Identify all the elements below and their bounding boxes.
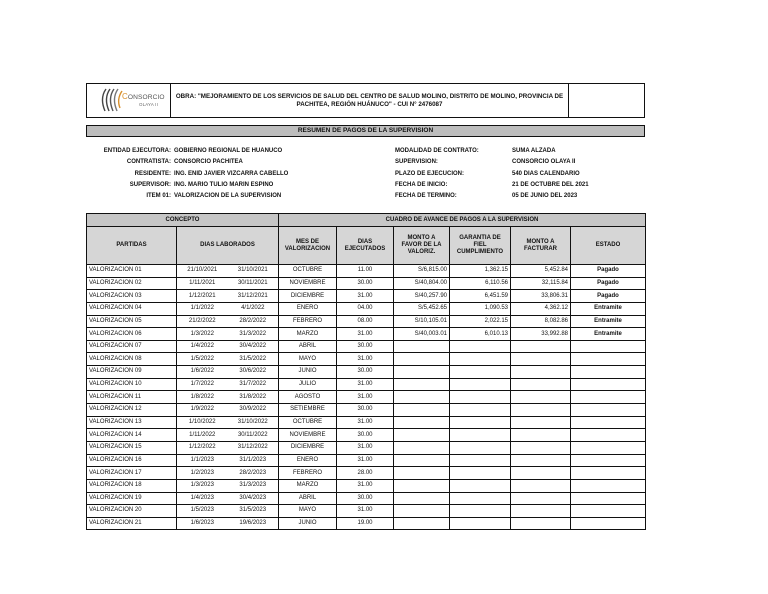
- col-dias-ejecutados: DIAS EJECUTADOS: [337, 227, 394, 265]
- end-date-cell: 30/11/2022: [228, 429, 279, 442]
- col-dias-laborados: DIAS LABORADOS: [177, 227, 279, 265]
- status-cell: [571, 454, 646, 467]
- end-date-cell: 31/5/2022: [228, 353, 279, 366]
- end-date-cell: 31/12/2021: [228, 290, 279, 303]
- payments-table: [86, 213, 646, 530]
- amount-cell: [394, 492, 450, 505]
- end-date-cell: 30/4/2022: [228, 340, 279, 353]
- invoice-cell: 33,806.31: [511, 290, 571, 303]
- invoice-cell: 4,362.12: [511, 302, 571, 315]
- info-row: [60, 180, 288, 191]
- info-label: ITEM 01:: [146, 193, 171, 200]
- end-date-cell: 31/3/2022: [228, 328, 279, 341]
- status-cell: [571, 517, 646, 530]
- end-date-cell: 31/3/2023: [228, 479, 279, 492]
- status-cell: Entramite: [571, 302, 646, 315]
- status-cell: Entramite: [571, 328, 646, 341]
- days-cell: 31.00: [337, 454, 394, 467]
- payment-row: [87, 404, 646, 417]
- end-date-cell: 30/11/2021: [228, 277, 279, 290]
- days-cell: 31.00: [337, 378, 394, 391]
- info-row: [60, 157, 288, 168]
- end-date-cell: 31/1/2023: [228, 454, 279, 467]
- invoice-cell: [511, 340, 571, 353]
- payment-row: [87, 366, 646, 379]
- days-cell: 31.00: [337, 391, 394, 404]
- partida-cell: VALORIZACION 08: [87, 353, 177, 366]
- info-row: [395, 169, 589, 180]
- partida-cell: VALORIZACION 20: [87, 505, 177, 518]
- amount-cell: [394, 378, 450, 391]
- status-cell: Pagado: [571, 265, 646, 278]
- end-date-cell: 31/12/2022: [228, 441, 279, 454]
- info-value: SUMA ALZADA: [512, 148, 556, 154]
- group-header-row: [87, 214, 646, 227]
- invoice-cell: [511, 391, 571, 404]
- start-date-cell: 1/1/2023: [177, 454, 228, 467]
- invoice-cell: [511, 404, 571, 417]
- payment-row: [87, 505, 646, 518]
- start-date-cell: 1/4/2022: [177, 340, 228, 353]
- partida-cell: VALORIZACION 04: [87, 302, 177, 315]
- status-cell: [571, 340, 646, 353]
- partida-cell: VALORIZACION 11: [87, 391, 177, 404]
- partida-cell: VALORIZACION 01: [87, 265, 177, 278]
- info-value: ING. MARIO TULIO MARIN ESPINO: [174, 181, 274, 188]
- month-cell: ENERO: [279, 454, 337, 467]
- info-row: [395, 157, 589, 168]
- info-value: 05 DE JUNIO DEL 2023: [512, 193, 578, 200]
- logo-cell: [87, 84, 171, 117]
- start-date-cell: 1/8/2022: [177, 391, 228, 404]
- payment-row: [87, 277, 646, 290]
- col-estado: ESTADO: [571, 227, 646, 265]
- amount-cell: [394, 353, 450, 366]
- start-date-cell: 1/5/2022: [177, 353, 228, 366]
- obra-title-line-2: PACHITEA, REGIÓN HUÁNUCO" - CUI N° 2476087: [296, 100, 443, 108]
- guarantee-cell: 6,010.13: [450, 328, 511, 341]
- status-cell: [571, 441, 646, 454]
- payment-row: [87, 517, 646, 530]
- end-date-cell: 31/10/2021: [228, 265, 279, 278]
- info-row: [60, 146, 288, 157]
- month-cell: NOVIEMBRE: [279, 429, 337, 442]
- month-cell: JUNIO: [279, 366, 337, 379]
- start-date-cell: 1/3/2022: [177, 328, 228, 341]
- start-date-cell: 1/4/2023: [177, 492, 228, 505]
- end-date-cell: 30/6/2022: [228, 366, 279, 379]
- info-row: [60, 169, 288, 180]
- month-cell: DICIEMBRE: [279, 441, 337, 454]
- amount-cell: S/10,105.01: [394, 315, 450, 328]
- month-cell: ABRIL: [279, 340, 337, 353]
- amount-cell: S/40,003.01: [394, 328, 450, 341]
- partida-cell: VALORIZACION 06: [87, 328, 177, 341]
- partida-cell: VALORIZACION 16: [87, 454, 177, 467]
- days-cell: 31.00: [337, 441, 394, 454]
- month-cell: MARZO: [279, 479, 337, 492]
- guarantee-cell: [450, 416, 511, 429]
- status-cell: [571, 378, 646, 391]
- col-monto-favor: MONTO A FAVOR DE LA VALORIZ.: [394, 227, 450, 265]
- status-cell: [571, 404, 646, 417]
- amount-cell: [394, 467, 450, 480]
- guarantee-cell: 6,451.59: [450, 290, 511, 303]
- days-cell: 31.00: [337, 479, 394, 492]
- amount-cell: [394, 441, 450, 454]
- info-value: VALORIZACION DE LA SUPERVISION: [174, 193, 282, 200]
- end-date-cell: 28/2/2023: [228, 467, 279, 480]
- amount-cell: [394, 454, 450, 467]
- payment-row: [87, 315, 646, 328]
- invoice-cell: [511, 366, 571, 379]
- end-date-cell: 4/1/2022: [228, 302, 279, 315]
- days-cell: 19.00: [337, 517, 394, 530]
- info-label: FECHA DE TERMINO:: [395, 193, 457, 200]
- status-cell: [571, 479, 646, 492]
- end-date-cell: 30/9/2022: [228, 404, 279, 417]
- status-cell: Pagado: [571, 277, 646, 290]
- partida-cell: VALORIZACION 17: [87, 467, 177, 480]
- partida-cell: VALORIZACION 19: [87, 492, 177, 505]
- partida-cell: VALORIZACION 02: [87, 277, 177, 290]
- days-cell: 30.00: [337, 277, 394, 290]
- end-date-cell: 30/4/2023: [228, 492, 279, 505]
- info-left: [60, 146, 288, 202]
- col-mes-valorizacion: MES DE VALORIZACION: [279, 227, 337, 265]
- guarantee-cell: [450, 404, 511, 417]
- col-partidas: PARTIDAS: [87, 227, 177, 265]
- month-cell: FEBRERO: [279, 315, 337, 328]
- month-cell: AGOSTO: [279, 391, 337, 404]
- section-title: RESUMEN DE PAGOS DE LA SUPERVISION: [86, 125, 645, 137]
- info-row: [395, 146, 589, 157]
- amount-cell: S/6,815.00: [394, 265, 450, 278]
- month-cell: ABRIL: [279, 492, 337, 505]
- guarantee-cell: [450, 467, 511, 480]
- month-cell: FEBRERO: [279, 467, 337, 480]
- logo-name: CONSORCIO: [122, 92, 165, 101]
- header-concepto: CONCEPTO: [87, 214, 279, 227]
- end-date-cell: 31/8/2022: [228, 391, 279, 404]
- month-cell: OCTUBRE: [279, 265, 337, 278]
- start-date-cell: 1/7/2022: [177, 378, 228, 391]
- end-date-cell: 31/5/2023: [228, 505, 279, 518]
- partida-cell: VALORIZACION 12: [87, 404, 177, 417]
- guarantee-cell: [450, 391, 511, 404]
- payment-row: [87, 378, 646, 391]
- info-value: CONSORCIO OLAYA II: [512, 159, 576, 166]
- days-cell: 30.00: [337, 340, 394, 353]
- payment-row: [87, 290, 646, 303]
- document-header: [86, 83, 645, 118]
- month-cell: JULIO: [279, 378, 337, 391]
- guarantee-cell: [450, 340, 511, 353]
- payment-row: [87, 416, 646, 429]
- month-cell: OCTUBRE: [279, 416, 337, 429]
- amount-cell: [394, 517, 450, 530]
- info-row: [395, 180, 589, 191]
- days-cell: 31.00: [337, 505, 394, 518]
- info-value: GOBIERNO REGIONAL DE HUANUCO: [174, 148, 283, 154]
- amount-cell: [394, 416, 450, 429]
- start-date-cell: 1/1/2022: [177, 302, 228, 315]
- guarantee-cell: [450, 366, 511, 379]
- invoice-cell: 8,082.86: [511, 315, 571, 328]
- amount-cell: S/5,452.65: [394, 302, 450, 315]
- header-blank-cell: [569, 84, 644, 117]
- guarantee-cell: [450, 479, 511, 492]
- invoice-cell: [511, 454, 571, 467]
- info-value: ING. ENID JAVIER VIZCARRA CABELLO: [174, 170, 289, 177]
- payments-table-body: [87, 265, 646, 530]
- invoice-cell: 32,115.84: [511, 277, 571, 290]
- end-date-cell: 31/7/2022: [228, 378, 279, 391]
- partida-cell: VALORIZACION 13: [87, 416, 177, 429]
- partida-cell: VALORIZACION 07: [87, 340, 177, 353]
- amount-cell: [394, 429, 450, 442]
- col-monto-facturar: MONTO A FACTURAR: [511, 227, 571, 265]
- start-date-cell: 1/12/2022: [177, 441, 228, 454]
- invoice-cell: [511, 517, 571, 530]
- status-cell: [571, 492, 646, 505]
- invoice-cell: [511, 441, 571, 454]
- invoice-cell: [511, 467, 571, 480]
- status-cell: [571, 416, 646, 429]
- days-cell: 30.00: [337, 404, 394, 417]
- days-cell: 30.00: [337, 429, 394, 442]
- guarantee-cell: [450, 378, 511, 391]
- info-right: [395, 146, 589, 202]
- status-cell: [571, 353, 646, 366]
- info-label: SUPERVISOR:: [129, 181, 171, 188]
- guarantee-cell: 1,362.15: [450, 265, 511, 278]
- amount-cell: [394, 391, 450, 404]
- invoice-cell: [511, 479, 571, 492]
- status-cell: Pagado: [571, 290, 646, 303]
- month-cell: MAYO: [279, 353, 337, 366]
- status-cell: [571, 366, 646, 379]
- invoice-cell: [511, 429, 571, 442]
- start-date-cell: 1/10/2022: [177, 416, 228, 429]
- end-date-cell: 19/6/2023: [228, 517, 279, 530]
- month-cell: DICIEMBRE: [279, 290, 337, 303]
- payment-row: [87, 467, 646, 480]
- days-cell: 11.00: [337, 265, 394, 278]
- status-cell: [571, 391, 646, 404]
- info-value: 21 DE OCTUBRE DEL 2021: [512, 181, 589, 188]
- invoice-cell: [511, 378, 571, 391]
- info-label: ENTIDAD EJECUTORA:: [103, 148, 171, 154]
- start-date-cell: 1/6/2022: [177, 366, 228, 379]
- payment-row: [87, 302, 646, 315]
- payment-row: [87, 479, 646, 492]
- guarantee-cell: 6,110.56: [450, 277, 511, 290]
- guarantee-cell: [450, 429, 511, 442]
- status-cell: [571, 429, 646, 442]
- payment-row: [87, 441, 646, 454]
- invoice-cell: [511, 353, 571, 366]
- payment-row: [87, 429, 646, 442]
- col-garantia: GARANTIA DE FIEL CUMPLIMIENTO: [450, 227, 511, 265]
- payment-row: [87, 328, 646, 341]
- logo-subtitle: OLAYA II: [139, 102, 159, 107]
- amount-cell: [394, 479, 450, 492]
- status-cell: [571, 467, 646, 480]
- start-date-cell: 1/11/2022: [177, 429, 228, 442]
- month-cell: JUNIO: [279, 517, 337, 530]
- days-cell: 30.00: [337, 492, 394, 505]
- partida-cell: VALORIZACION 09: [87, 366, 177, 379]
- info-label: RESIDENTE:: [134, 170, 171, 177]
- amount-cell: [394, 505, 450, 518]
- guarantee-cell: 1,090.53: [450, 302, 511, 315]
- payment-row: [87, 391, 646, 404]
- partida-cell: VALORIZACION 05: [87, 315, 177, 328]
- days-cell: 31.00: [337, 353, 394, 366]
- guarantee-cell: 2,022.15: [450, 315, 511, 328]
- status-cell: Entramite: [571, 315, 646, 328]
- partida-cell: VALORIZACION 10: [87, 378, 177, 391]
- days-cell: 31.00: [337, 290, 394, 303]
- payment-row: [87, 454, 646, 467]
- partida-cell: VALORIZACION 21: [87, 517, 177, 530]
- start-date-cell: 1/5/2023: [177, 505, 228, 518]
- month-cell: NOVIEMBRE: [279, 277, 337, 290]
- guarantee-cell: [450, 492, 511, 505]
- obra-title: [171, 84, 569, 117]
- guarantee-cell: [450, 353, 511, 366]
- header-cuadro-avance: CUADRO DE AVANCE DE PAGOS A LA SUPERVISION: [279, 214, 646, 227]
- amount-cell: [394, 404, 450, 417]
- end-date-cell: 31/10/2022: [228, 416, 279, 429]
- payment-row: [87, 492, 646, 505]
- guarantee-cell: [450, 517, 511, 530]
- invoice-cell: 5,452.84: [511, 265, 571, 278]
- days-cell: 31.00: [337, 416, 394, 429]
- days-cell: 31.00: [337, 328, 394, 341]
- obra-title-line-1: OBRA: "MEJORAMIENTO DE LOS SERVICIOS DE SALUD DEL CENTRO DE SALUD MOLINO, DISTRITO DE MOLINO, PROVINCIA DE: [175, 92, 564, 100]
- days-cell: 28.00: [337, 467, 394, 480]
- end-date-cell: 28/2/2022: [228, 315, 279, 328]
- month-cell: MARZO: [279, 328, 337, 341]
- info-label: FECHA DE INICIO:: [395, 181, 448, 188]
- guarantee-cell: [450, 454, 511, 467]
- start-date-cell: 1/6/2023: [177, 517, 228, 530]
- start-date-cell: 1/9/2022: [177, 404, 228, 417]
- month-cell: SETIEMBRE: [279, 404, 337, 417]
- info-row: [60, 191, 288, 202]
- info-label: MODALIDAD DE CONTRATO:: [395, 148, 479, 154]
- payment-row: [87, 353, 646, 366]
- info-label: SUPERVISION:: [395, 159, 438, 166]
- start-date-cell: 1/11/2021: [177, 277, 228, 290]
- start-date-cell: 21/2/2022: [177, 315, 228, 328]
- invoice-cell: [511, 492, 571, 505]
- start-date-cell: 1/3/2023: [177, 479, 228, 492]
- info-row: [395, 191, 589, 202]
- info-value: 540 DIAS CALENDARIO: [512, 170, 580, 177]
- info-value: CONSORCIO PACHITEA: [174, 159, 243, 166]
- month-cell: MAYO: [279, 505, 337, 518]
- days-cell: 04.00: [337, 302, 394, 315]
- partida-cell: VALORIZACION 18: [87, 479, 177, 492]
- partida-cell: VALORIZACION 03: [87, 290, 177, 303]
- partida-cell: VALORIZACION 15: [87, 441, 177, 454]
- payment-row: [87, 265, 646, 278]
- start-date-cell: 1/2/2023: [177, 467, 228, 480]
- status-cell: [571, 505, 646, 518]
- payment-row: [87, 340, 646, 353]
- amount-cell: [394, 366, 450, 379]
- guarantee-cell: [450, 505, 511, 518]
- amount-cell: S/40,804.00: [394, 277, 450, 290]
- invoice-cell: [511, 505, 571, 518]
- month-cell: ENERO: [279, 302, 337, 315]
- guarantee-cell: [450, 441, 511, 454]
- amount-cell: S/40,257.90: [394, 290, 450, 303]
- amount-cell: [394, 340, 450, 353]
- column-header-row: [87, 227, 646, 265]
- days-cell: 30.00: [337, 366, 394, 379]
- invoice-cell: 33,992.88: [511, 328, 571, 341]
- invoice-cell: [511, 416, 571, 429]
- start-date-cell: 1/12/2021: [177, 290, 228, 303]
- partida-cell: VALORIZACION 14: [87, 429, 177, 442]
- info-label: CONTRATISTA:: [126, 159, 171, 166]
- info-label: PLAZO DE EJECUCION:: [395, 170, 465, 177]
- start-date-cell: 21/10/2021: [177, 265, 228, 278]
- days-cell: 08.00: [337, 315, 394, 328]
